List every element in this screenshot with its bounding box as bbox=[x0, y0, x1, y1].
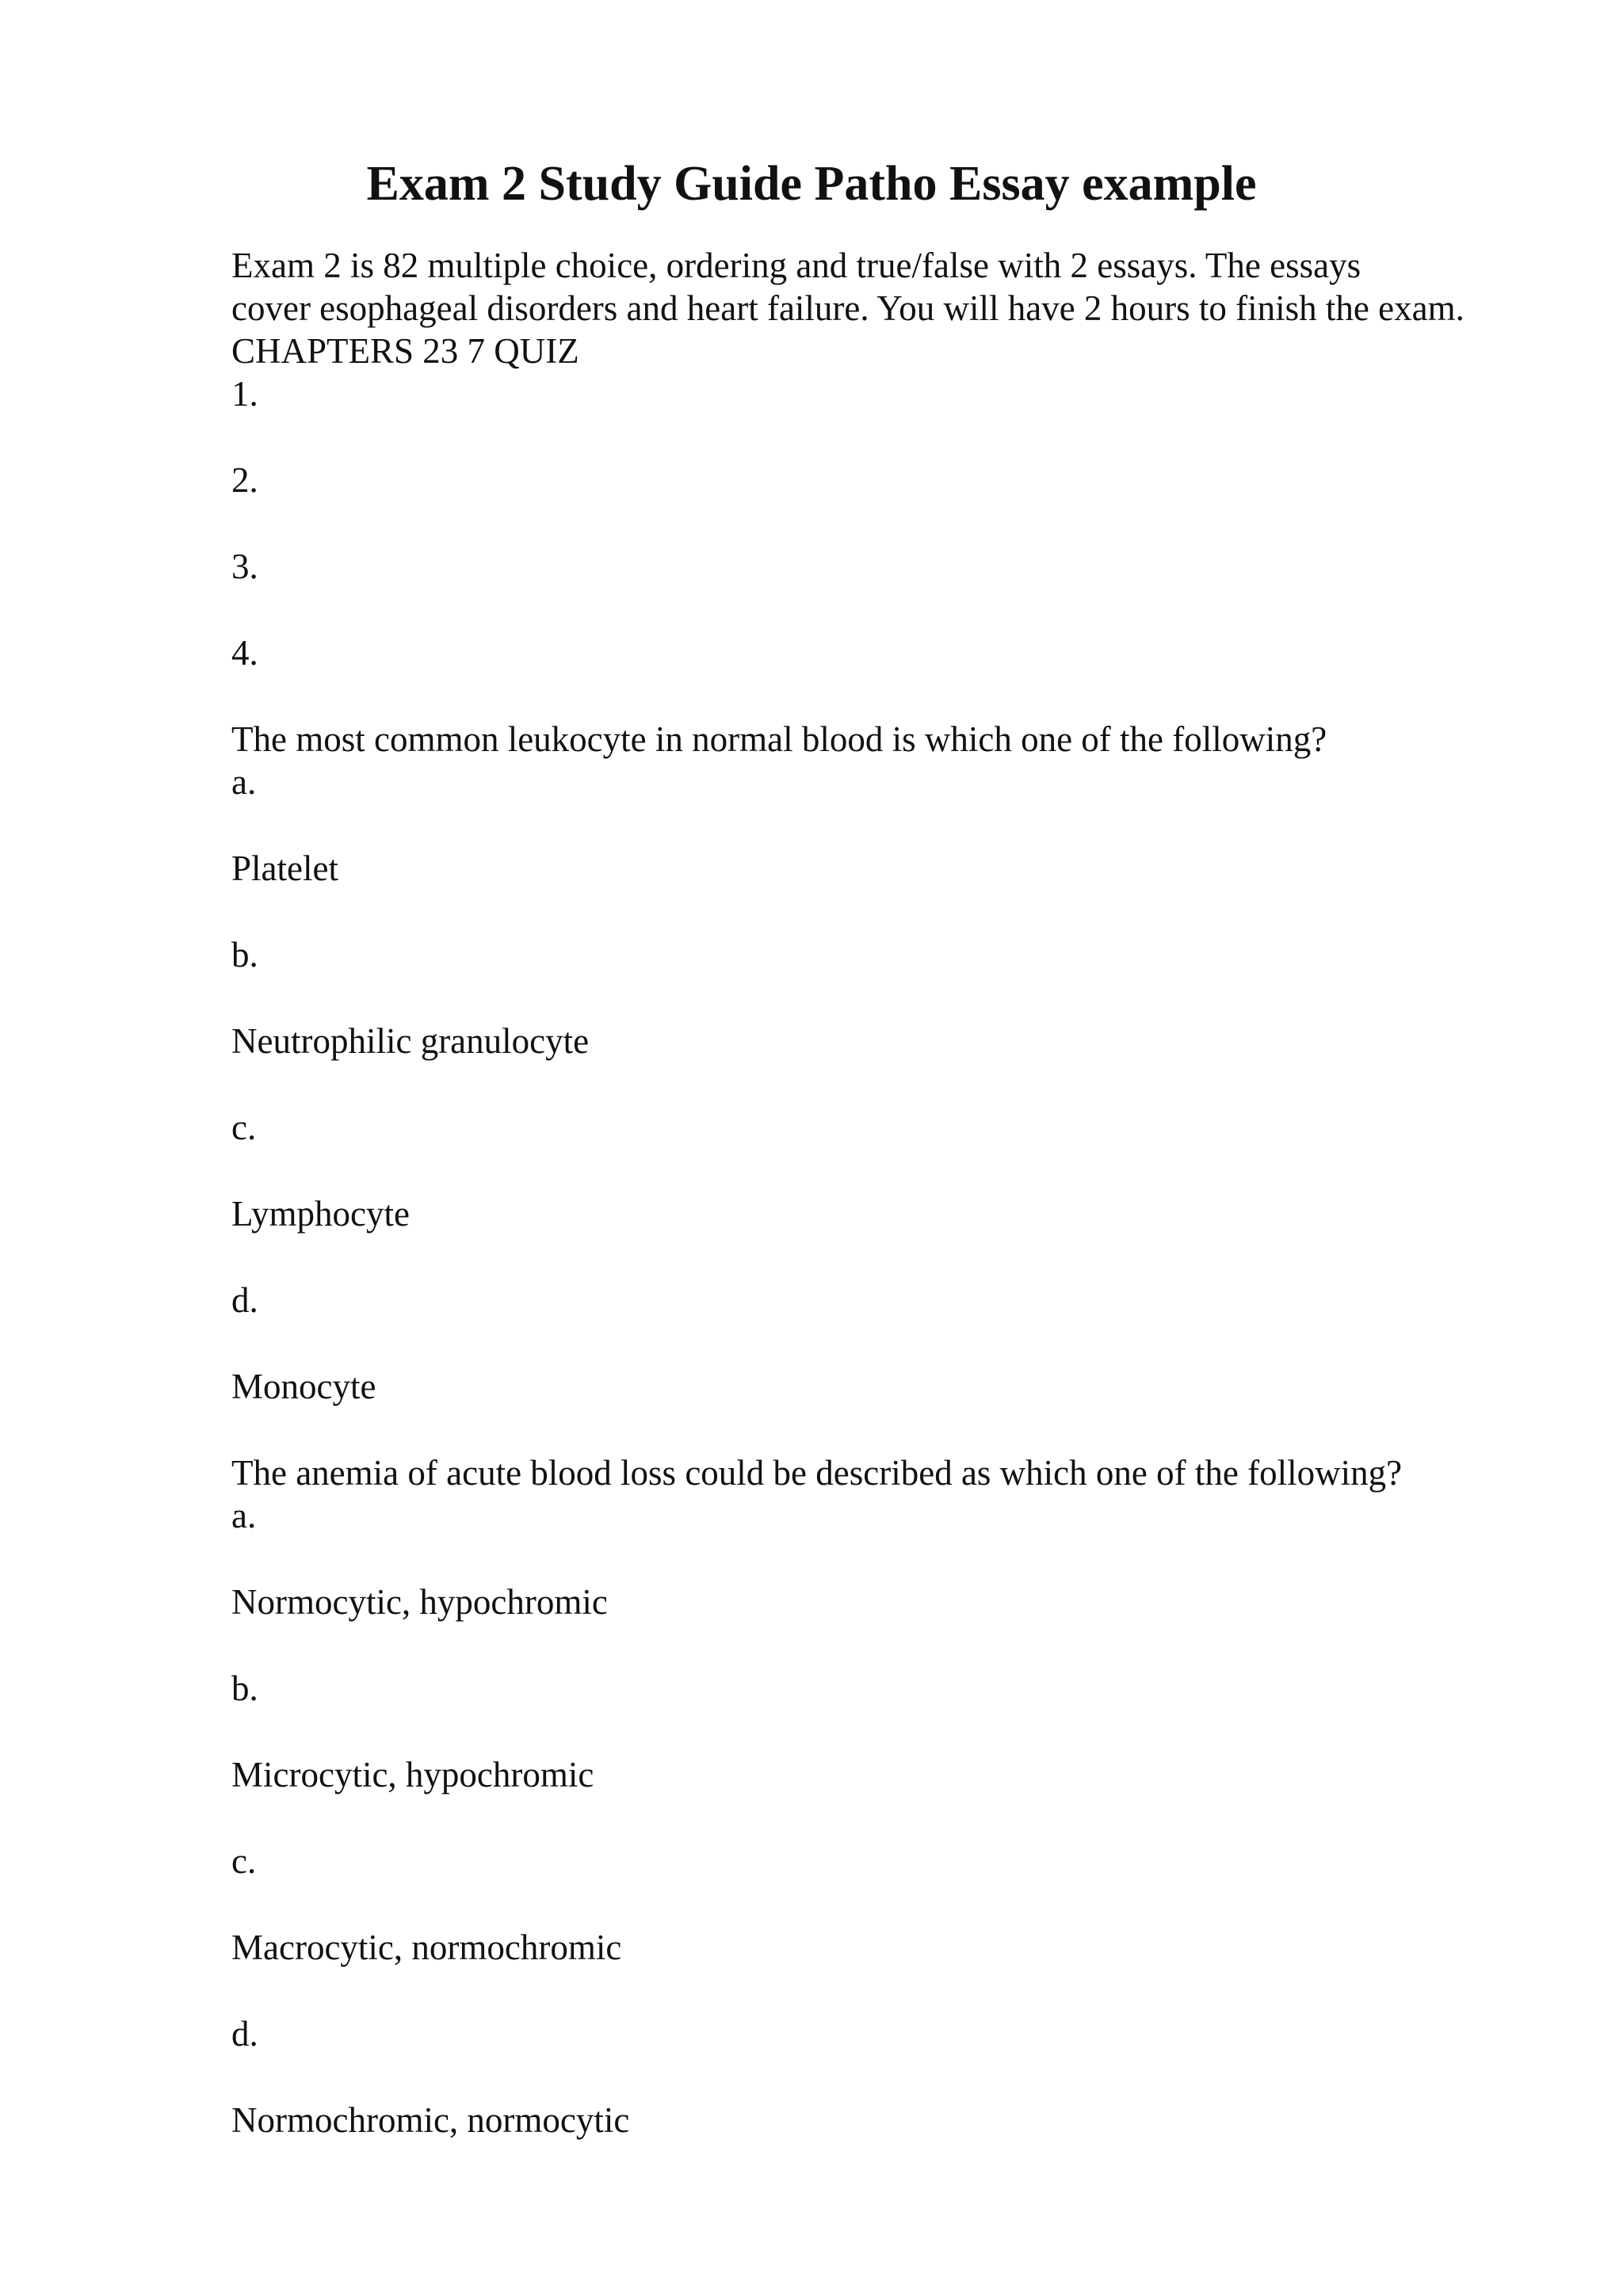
question-prompt: The anemia of acute blood loss could be described as which one of the following? bbox=[231, 1453, 1403, 1493]
intro-paragraph bbox=[231, 244, 1594, 372]
intro-line: Exam 2 is 82 multiple choice, ordering and true/false with 2 essays. The essays bbox=[231, 246, 1361, 285]
list-number: 1. bbox=[231, 374, 258, 414]
question-prompt: The most common leukocyte in normal blood is which one of the following? bbox=[231, 719, 1327, 759]
document-title: Exam 2 Study Guide Patho Essay example bbox=[366, 157, 1257, 211]
option-letter: d. bbox=[231, 1280, 258, 1320]
intro-line: cover esophageal disorders and heart failure. You will have 2 hours to finish the exam. bbox=[231, 288, 1465, 328]
list-number: 2. bbox=[231, 460, 258, 500]
option-text: Monocyte bbox=[231, 1367, 376, 1406]
chapters-heading: CHAPTERS 23 7 QUIZ bbox=[231, 331, 579, 371]
option-letter: a. bbox=[231, 762, 257, 802]
list-number: 4. bbox=[231, 633, 258, 673]
option-text: Normocytic, hypochromic bbox=[231, 1582, 608, 1622]
option-text: Microcytic, hypochromic bbox=[231, 1755, 594, 1794]
option-letter: a. bbox=[231, 1496, 257, 1535]
option-letter: d. bbox=[231, 2014, 258, 2054]
option-text: Normochromic, normocytic bbox=[231, 2100, 630, 2140]
option-letter: b. bbox=[231, 1669, 258, 1708]
option-text: Platelet bbox=[231, 849, 338, 888]
option-letter: c. bbox=[231, 1841, 257, 1881]
option-letter: b. bbox=[231, 935, 258, 974]
option-text: Macrocytic, normochromic bbox=[231, 1928, 622, 1967]
list-number: 3. bbox=[231, 547, 258, 586]
option-text: Lymphocyte bbox=[231, 1194, 410, 1234]
option-letter: c. bbox=[231, 1108, 257, 1147]
option-text: Neutrophilic granulocyte bbox=[231, 1021, 590, 1061]
